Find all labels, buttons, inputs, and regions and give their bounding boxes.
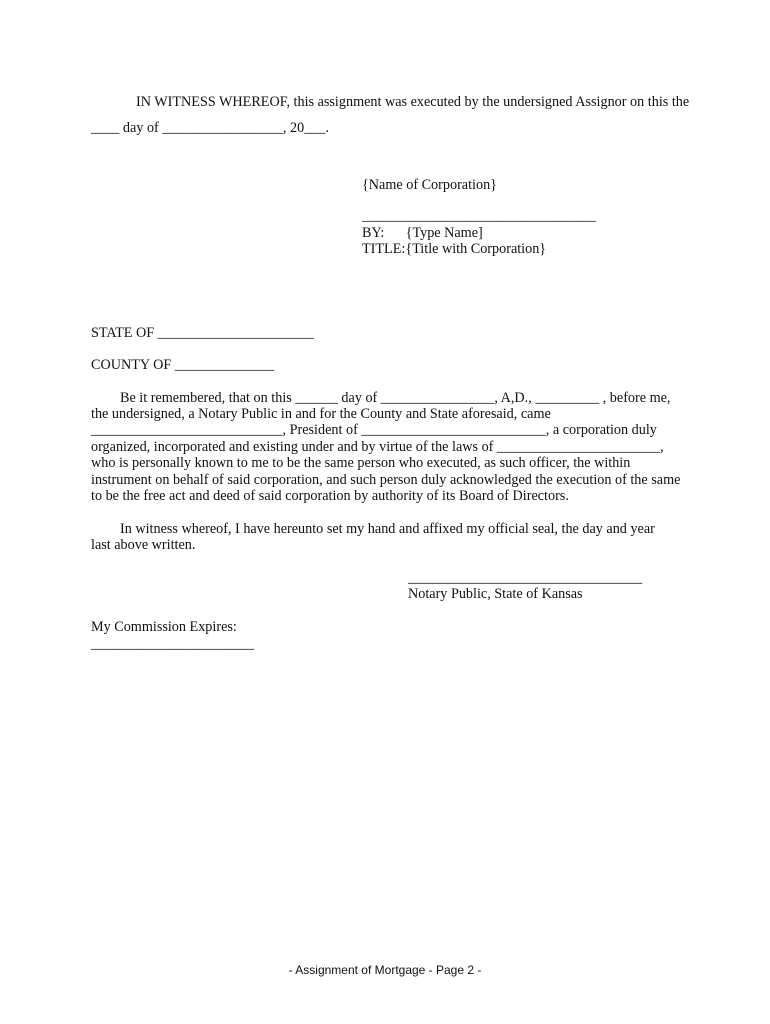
witness-line-1: IN WITNESS WHEREOF, this assignment was executed by the undersigned Assignor on this the [136,94,690,110]
seal-clause-line-2: last above written. [91,537,196,553]
commission-expires-label: My Commission Expires: [91,619,237,635]
signer-by: BY: {Type Name] [362,225,483,241]
notary-label: Notary Public, State of Kansas [408,586,583,602]
page-footer: - Assignment of Mortgage - Page 2 - [288,963,482,977]
ack-line-5: who is personally known to me to be the same person who executed, as such officer, the within [91,455,631,471]
seal-clause-line-1: In witness whereof, I have hereunto set my hand and affixed my official seal, the day and year [120,521,655,537]
ack-line-2: the undersigned, a Notary Public in and for the County and State aforesaid, came [91,406,551,422]
commission-expires-line: _______________________ [91,636,255,652]
ack-line-3: ___________________________, President of __________________________, a corporation duly [91,422,657,438]
ack-line-1: Be it remembered, that on this ______ day of ________________, A,D., _________ , before me, [120,390,671,406]
notary-signature-line: _________________________________ [408,570,643,586]
county-of: COUNTY OF ______________ [91,357,275,373]
signer-title: TITLE:{Title with Corporation} [362,241,547,257]
corporation-signature-line: _________________________________ [362,208,597,224]
corporation-name: {Name of Corporation} [362,177,497,193]
ack-line-6: instrument on behalf of said corporation, and such person duly acknowledged the execution of the same [91,472,681,488]
ack-line-4: organized, incorporated and existing under and by virtue of the laws of _______________________, [91,439,664,455]
witness-line-2: ____ day of _________________, 20___. [91,120,330,136]
ack-line-7: to be the free act and deed of said corporation by authority of its Board of Directors. [91,488,569,504]
state-of: STATE OF ______________________ [91,325,314,341]
